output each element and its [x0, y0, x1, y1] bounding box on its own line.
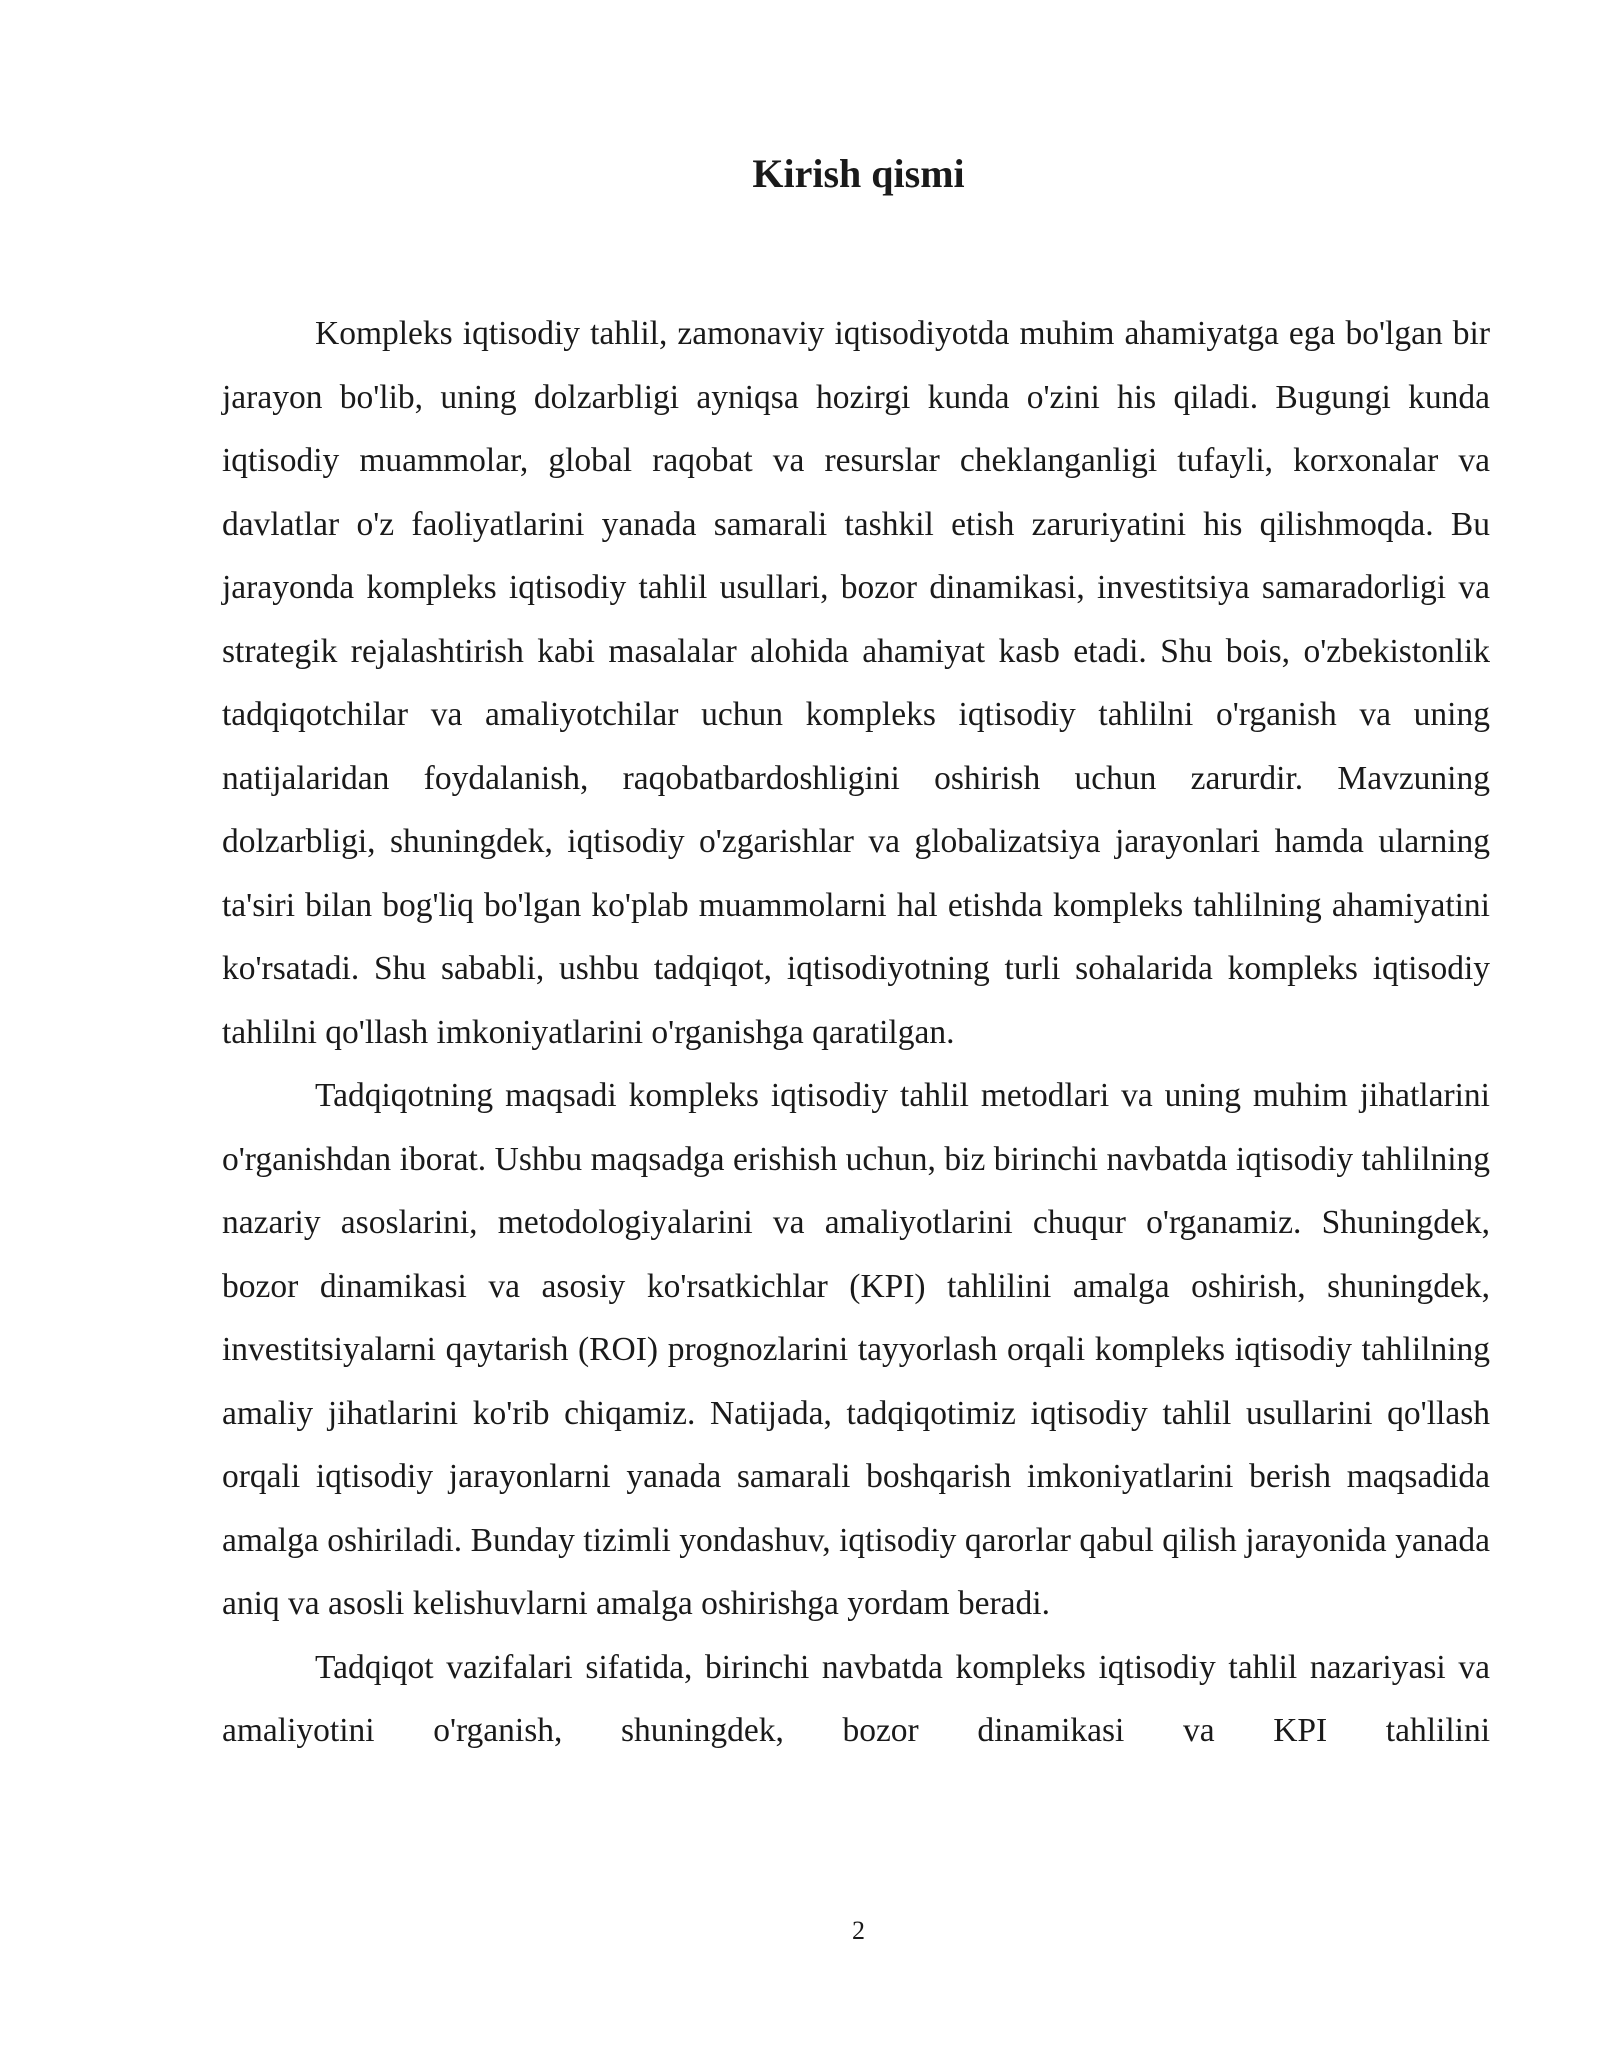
paragraph-purpose: Tadqiqotning maqsadi kompleks iqtisodiy tahlil metodlari va uning muhim jihatlarini o'rganishdan iborat. Ushbu maqsadga erishish uchun, biz birinchi navbatda iqtisodiy tahlilning nazariy asoslarini, metodologiyalarini va amaliyotlarini chuqur o'rganamiz. Shuningdek, bozor dinamikasi va asosiy ko'rsatkichlar (KPI) tahlilini amalga oshirish, shuningdek, investitsiyalarni qaytarish (ROI) prognozlarini tayyorlash orqali kompleks iqtisodiy tahlilning amaliy jihatlarini ko'rib chiqamiz. Natijada, tadqiqotimiz iqtisodiy tahlil usullarini qo'llash orqali iqtisodiy jarayonlarni yanada samarali boshqarish imkoniyatlarini berish maqsadida amalga oshiriladi. Bunday tizimli yondashuv, iqtisodiy qarorlar qabul qilish jarayonida yanada aniq va asosli kelishuvlarni amalga oshirishga yordam beradi.	[222, 1077, 1490, 1622]
page-number: 2	[852, 1916, 865, 1945]
body-text	[222, 302, 1490, 1763]
paragraph-intro: Kompleks iqtisodiy tahlil, zamonaviy iqtisodiyotda muhim ahamiyatga ega bo'lgan bir jarayon bo'lib, uning dolzarbligi ayniqsa hozirgi kunda o'zini his qiladi. Bugungi kunda iqtisodiy muammolar, global raqobat va resurslar cheklanganligi tufayli, korxonalar va davlatlar o'z faoliyatlarini yanada samarali tashkil etish zaruriyatini his qilishmoqda. Bu jarayonda kompleks iqtisodiy tahlil usullari, bozor dinamikasi, investitsiya samaradorligi va strategik rejalashtirish kabi masalalar alohida ahamiyat kasb etadi. Shu bois, o'zbekistonlik tadqiqotchilar va amaliyotchilar uchun kompleks iqtisodiy tahlilni o'rganish va uning natijalaridan foydalanish, raqobatbardoshligini oshirish uchun zarurdir. Mavzuning dolzarbligi, shuningdek, iqtisodiy o'zgarishlar va globalizatsiya jarayonlari hamda ularning ta'siri bilan bog'liq bo'lgan ko'plab muammolarni hal etishda kompleks tahlilning ahamiyatini ko'rsatadi. Shu sababli, ushbu tadqiqot, iqtisodiyotning turli sohalarida kompleks iqtisodiy tahlilni qo'llash imkoniyatlarini o'rganishga qaratilgan.	[222, 315, 1490, 1051]
page-title: Kirish qismi	[752, 151, 965, 196]
paragraph-tasks: Tadqiqot vazifalari sifatida, birinchi navbatda kompleks iqtisodiy tahlil nazariyasi va amaliyotini o'rganish, shuningdek, bozor dinamikasi va KPI tahlilini	[222, 1648, 1490, 1749]
